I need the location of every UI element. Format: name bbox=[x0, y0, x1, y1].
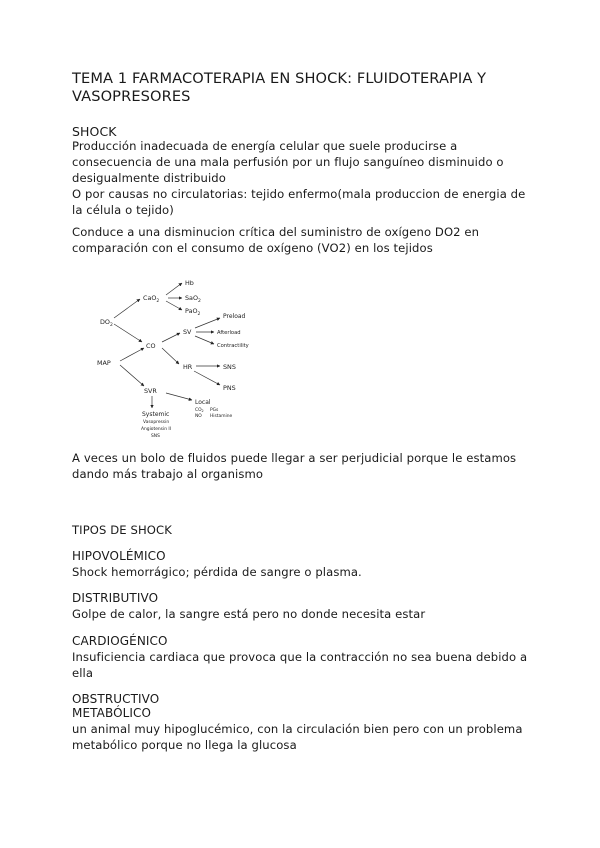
node-systemic: Systemic bbox=[142, 411, 170, 418]
node-co: CO bbox=[146, 342, 156, 350]
shock-definition bbox=[72, 138, 532, 218]
node-vasopressin: Vasopressin bbox=[143, 420, 170, 425]
node-sns: SNS bbox=[223, 363, 236, 371]
node-hr: HR bbox=[183, 363, 193, 371]
node-sao2: SaO$_2$ bbox=[185, 294, 201, 304]
node-pns: PNS bbox=[223, 384, 236, 392]
node-local-histamine: Histamine bbox=[210, 414, 233, 419]
shock-type-metabolico bbox=[72, 705, 532, 753]
shock-type-description: Shock hemorrágico; pérdida de sangre o plasma. bbox=[72, 565, 362, 579]
shock-type-name: DISTRIBUTIVO bbox=[72, 591, 159, 605]
shock-type-cardiogenico bbox=[72, 633, 532, 681]
node-local-no: NO bbox=[195, 414, 202, 419]
node-angiotensin: Angiotensin II bbox=[141, 427, 171, 432]
node-local: Local bbox=[195, 399, 211, 406]
node-cao2: CaO$_2$ bbox=[143, 294, 160, 304]
shock-type-description: Insuficiencia cardiaca que provoca que la contracción no sea buena debido a ella bbox=[72, 650, 528, 680]
shock-type-name: CARDIOGÉNICO bbox=[72, 634, 168, 648]
node-sv: SV bbox=[183, 328, 192, 336]
node-hb: Hb bbox=[185, 279, 194, 287]
section-heading-shock: SHOCK bbox=[72, 124, 117, 139]
shock-type-description: Golpe de calor, la sangre está pero no donde necesita estar bbox=[72, 607, 426, 621]
oxygen-paragraph: Conduce a una disminucion crítica del suministro de oxígeno DO2 en comparación con el consumo de oxígeno (VO2) en los tejidos bbox=[72, 225, 480, 255]
node-sns-systemic: SNS bbox=[151, 434, 160, 439]
node-map: MAP bbox=[97, 359, 111, 367]
section-heading-tipos: TIPOS DE SHOCK bbox=[72, 523, 172, 537]
node-svr: SVR bbox=[144, 387, 157, 395]
oxygen-delivery-diagram bbox=[92, 272, 272, 444]
page-title: TEMA 1 FARMACOTERAPIA EN SHOCK: FLUIDOTERAPIA Y VASOPRESORES bbox=[72, 70, 487, 105]
shock-type-name: METABÓLICO bbox=[72, 706, 152, 720]
shock-type-description: un animal muy hipoglucémico, con la circulación bien pero con un problema metabólico porque no llega la glucosa bbox=[72, 722, 523, 752]
node-afterload: Afterload bbox=[217, 330, 241, 336]
node-local-co2: $CO_2$ bbox=[195, 408, 204, 413]
node-pao2: PaO$_2$ bbox=[185, 307, 201, 317]
node-do2: $DO_2$ bbox=[100, 318, 113, 328]
node-local-pgs: PGs bbox=[210, 408, 219, 413]
shock-type-distributivo bbox=[72, 590, 532, 622]
node-preload: Preload bbox=[223, 313, 246, 320]
fluid-bolus-paragraph: A veces un bolo de fluidos puede llegar a ser perjudicial porque le estamos dando más trabajo al organismo bbox=[72, 451, 517, 481]
shock-definition-line2: O por causas no circulatorias: tejido enfermo(mala produccion de energia de la célula o tejido) bbox=[72, 187, 526, 217]
shock-type-hipovolemico bbox=[72, 548, 532, 580]
node-contractility: Contractility bbox=[217, 343, 249, 349]
shock-definition-line1: Producción inadecuada de energía celular que suele producirse a consecuencia de una mala perfusión por un flujo sanguíneo disminuido o desigualmente distribuido bbox=[72, 139, 504, 185]
shock-type-name: OBSTRUCTIVO bbox=[72, 692, 160, 706]
shock-type-name: HIPOVOLÉMICO bbox=[72, 549, 166, 563]
